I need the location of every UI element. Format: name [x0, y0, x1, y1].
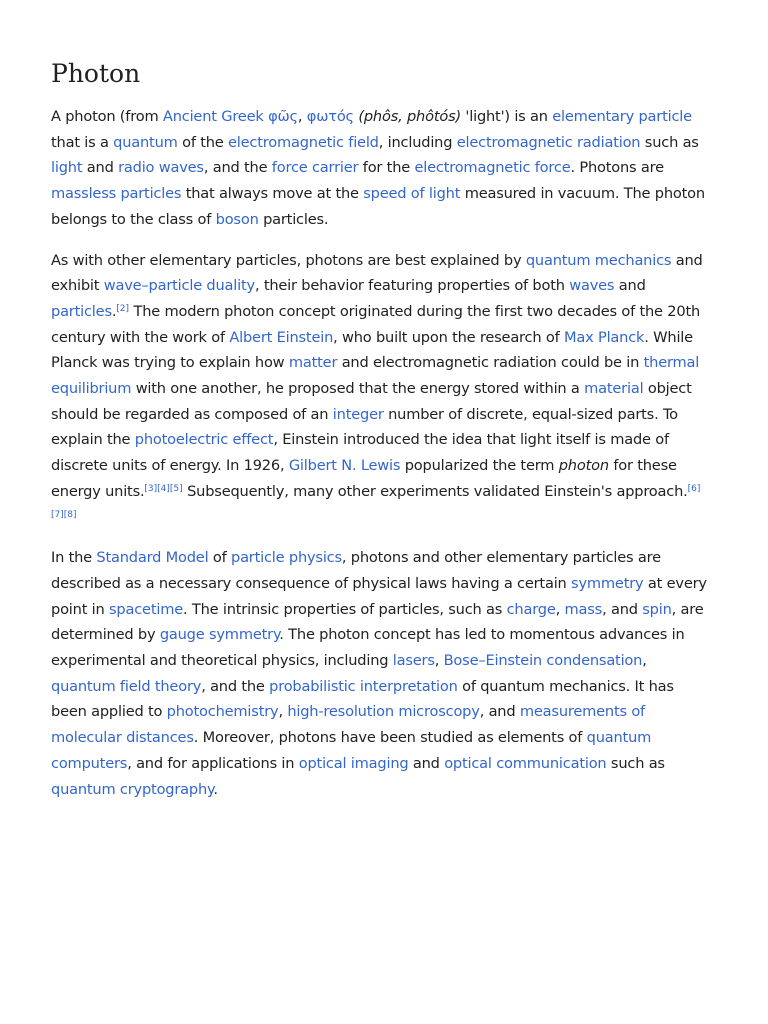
text-run: , who built upon the research of	[333, 328, 564, 346]
text-run: for these energy units.	[51, 457, 677, 500]
reference-sup	[170, 484, 183, 494]
text-run: , and for applications in	[127, 754, 299, 772]
text-run: and exhibit	[51, 251, 703, 295]
citation-link[interactable]: [8]	[63, 509, 77, 520]
article-link[interactable]: probabilistic interpretation	[269, 677, 458, 695]
article-link[interactable]: lasers	[392, 652, 435, 670]
citation-link[interactable]: [7]	[51, 509, 64, 520]
article-link[interactable]: radio waves	[118, 159, 204, 177]
article-link[interactable]: charge	[506, 600, 556, 618]
text-run: at every point in	[51, 574, 707, 618]
text-run: .	[213, 780, 218, 798]
article-link[interactable]: Gilbert N. Lewis	[288, 457, 401, 475]
text-run: , their behavior featuring properties of both	[254, 277, 570, 295]
article-link[interactable]: light	[51, 159, 83, 177]
text-run: ,	[297, 108, 307, 125]
italic-text: (phôs, phôtós)	[358, 108, 461, 125]
article-link[interactable]: spacetime	[109, 600, 183, 618]
article-link[interactable]: material	[584, 380, 644, 398]
text-run: , including	[378, 133, 457, 151]
text-run: . The photon concept has led to momentous advances in experimental and theoretical physics, including	[51, 626, 685, 670]
text-run: ,	[278, 703, 288, 721]
text-run: and	[614, 277, 646, 295]
text-run: of quantum mechanics. It has been applied to	[51, 677, 674, 721]
article-link[interactable]: boson	[215, 210, 259, 228]
article-link[interactable]: matter	[288, 354, 338, 372]
text-run: ,	[555, 600, 565, 618]
article-link[interactable]: electromagnetic field	[228, 133, 379, 151]
article-link[interactable]: thermal equilibrium	[51, 354, 700, 398]
reference-sup	[144, 484, 157, 494]
text-run: . Moreover, photons have been studied as elements of	[193, 729, 587, 747]
article-link[interactable]: waves	[569, 277, 615, 295]
italic-text: photon	[558, 457, 609, 475]
citation-link[interactable]: [5]	[169, 483, 183, 494]
citation-link[interactable]: [3]	[144, 483, 158, 494]
article-link[interactable]: integer	[332, 405, 384, 423]
page-title: Photon	[51, 59, 141, 88]
text-run: 'light') is an	[460, 108, 553, 125]
text-run: , and the	[203, 159, 272, 177]
text-run: that is a	[51, 133, 114, 151]
text-run: of the	[177, 133, 228, 151]
reference-sup	[116, 304, 129, 314]
text-run: and	[408, 754, 445, 772]
article-link[interactable]: measurements of molecular distances	[51, 703, 645, 747]
text-run: such as	[606, 754, 665, 772]
text-run: for the	[358, 159, 415, 177]
reference-sup	[688, 484, 701, 494]
article-link[interactable]: force carrier	[271, 159, 359, 177]
citation-link[interactable]: [6]	[687, 483, 701, 494]
article-link[interactable]: spin	[642, 600, 672, 618]
article-link[interactable]: Standard Model	[96, 549, 209, 567]
article-link[interactable]: massless particles	[51, 185, 182, 203]
text-run: ,	[642, 652, 647, 670]
text-run: , and the	[201, 677, 270, 695]
text-run: A photon (from	[51, 108, 163, 125]
article-link[interactable]: wave–particle duality	[103, 277, 255, 295]
text-run: that always move at the	[181, 185, 364, 203]
article-link[interactable]: speed of light	[363, 185, 461, 203]
text-run: , Einstein introduced the idea that light itself is made of discrete units of energy. In 1926,	[51, 431, 669, 475]
article-link[interactable]: optical communication	[444, 754, 607, 772]
text-run: ,	[434, 652, 444, 670]
text-run: The modern photon concept originated during the first two decades of the 20th century with the work of	[51, 302, 701, 346]
text-run: such as	[640, 133, 699, 151]
article-link[interactable]: φῶς	[268, 108, 298, 125]
article-link[interactable]: photoelectric effect	[134, 431, 274, 449]
article-link[interactable]: elementary particle	[552, 108, 692, 125]
paragraph-2	[51, 248, 711, 531]
article-link[interactable]: high-resolution microscopy	[287, 703, 480, 721]
text-run: , and	[479, 703, 520, 721]
text-run: . Photons are	[570, 159, 664, 177]
article-link[interactable]: Albert Einstein	[229, 328, 334, 346]
article-link[interactable]: φωτός	[306, 108, 354, 125]
article-link[interactable]: quantum cryptography	[51, 780, 214, 798]
article-link[interactable]: optical imaging	[298, 754, 409, 772]
text-run: of	[208, 549, 231, 567]
text-run: measured in vacuum. The photon belongs to the class of	[51, 185, 705, 228]
article-body	[51, 56, 711, 817]
article-link[interactable]: electromagnetic radiation	[456, 133, 641, 151]
reference-sup	[51, 510, 64, 520]
text-run: particles.	[258, 210, 329, 228]
article-link[interactable]: quantum field theory	[51, 677, 202, 695]
text-run: with one another, he proposed that the energy stored within a	[131, 380, 585, 398]
paragraph-3	[51, 545, 711, 802]
text-run: As with other elementary particles, photons are best explained by	[51, 251, 526, 269]
text-run: and	[82, 159, 119, 177]
article-link[interactable]: mass	[564, 600, 603, 618]
text-run: .	[111, 302, 117, 320]
article-link[interactable]: Max Planck	[563, 328, 645, 346]
article-link[interactable]: gauge symmetry	[159, 626, 280, 644]
article-link[interactable]: symmetry	[571, 574, 644, 592]
text-run: popularized the term	[400, 457, 559, 475]
article-link[interactable]: Bose–Einstein condensation	[443, 652, 643, 670]
article-link[interactable]: photochemistry	[166, 703, 279, 721]
text-run: number of discrete, equal-sized parts. To explain the	[51, 405, 678, 449]
article-link[interactable]: quantum mechanics	[525, 251, 672, 269]
text-run: , photons and other elementary particles are described as a necessary consequence of physical laws having a certain	[51, 549, 661, 592]
text-run: , and	[602, 600, 643, 618]
text-run: object should be regarded as composed of an	[51, 380, 692, 423]
article-link[interactable]: electromagnetic force	[414, 159, 571, 177]
text-run: and electromagnetic radiation could be in	[337, 354, 644, 372]
text-run: . The intrinsic properties of particles, such as	[183, 600, 507, 618]
text-run: In the	[51, 549, 97, 567]
paragraph-1	[51, 104, 711, 233]
reference-sup	[157, 484, 170, 494]
article-content	[51, 104, 711, 802]
article-link[interactable]: Ancient Greek	[162, 108, 264, 125]
citation-link[interactable]: [2]	[116, 303, 130, 314]
article-link[interactable]: quantum computers	[51, 729, 652, 772]
text-run: . While Planck was trying to explain how	[51, 328, 693, 372]
reference-sup	[64, 510, 77, 520]
citation-link[interactable]: [4]	[157, 483, 170, 494]
article-link[interactable]: particles	[51, 302, 112, 320]
text-run: Subsequently, many other experiments validated Einstein's approach.	[182, 482, 688, 500]
article-link[interactable]: quantum	[113, 133, 178, 151]
text-run: , are determined by	[51, 600, 704, 644]
article-link[interactable]: particle physics	[231, 549, 342, 567]
